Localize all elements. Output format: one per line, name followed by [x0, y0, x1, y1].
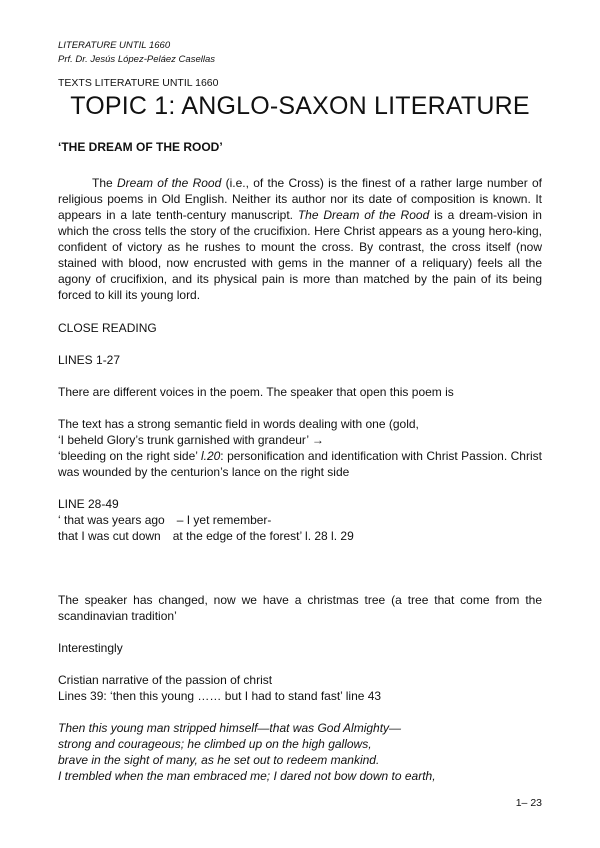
intro-paragraph: The Dream of the Rood (i.e., of the Cross) is the finest of a rather large number of religious poems in Old English. Neither its author nor its date of composition is known. It appears in a late tenth-century manuscript. The Dream of the Rood is a dream-vision in which the cross tells the story of the crucifixion. Here Christ appears as a young hero-king, confident of victory as he rushes to mount the cross. By contrast, the cross itself (now stained with blood, now encrusted with gems in the manner of a reliquary) feels all the agony of crucifixion, and its physical pain is more than matched by the pain of its being forced to kill its young lord. — [58, 176, 543, 302]
subtitle: ‘THE DREAM OF THE ROOD’ — [58, 140, 223, 154]
poem-line: brave in the sight of many, as he set out to redeem mankind. — [58, 753, 380, 767]
cristian-narrative-text: Cristian narrative of the passion of christ — [58, 673, 273, 687]
section-label: TEXTS LITERATURE UNTIL 1660 — [58, 77, 219, 89]
semantic-line-2: ‘I beheld Glory’s trunk garnished with grandeur’ → — [58, 433, 324, 447]
close-reading-heading: CLOSE READING — [58, 321, 157, 335]
interestingly-text: Interestingly — [58, 641, 123, 655]
lines-39-text: Lines 39: ‘then this young …… but I had to stand fast’ line 43 — [58, 689, 382, 703]
poem-line: Then this young man stripped himself—that was God Almighty— — [58, 721, 402, 735]
poem-line: I trembled when the man embraced me; I dared not bow down to earth, — [58, 769, 436, 783]
semantic-line-1: The text has a strong semantic field in words dealing with one (gold, — [58, 417, 419, 431]
header-course: LITERATURE UNTIL 1660 — [58, 40, 171, 51]
header-author: Prf. Dr. Jesús López-Peláez Casellas — [58, 54, 215, 65]
semantic-paragraph: ‘bleeding on the right side’ l.20: personification and identification with Christ Passion. Christ was wounded by the centurion’s lance on the right side — [58, 449, 542, 479]
poem-line: strong and courageous; he climbed up on the high gallows, — [58, 737, 372, 751]
line-28-49-heading: LINE 28-49 — [58, 497, 119, 511]
page-title: TOPIC 1: ANGLO-SAXON LITERATURE — [70, 92, 530, 120]
speaker-changed-paragraph: The speaker has changed, now we have a christmas tree (a tree that come from the scandinavian tradition’ — [58, 593, 542, 623]
page-number: 1– 23 — [515, 797, 542, 809]
lines-1-27-heading: LINES 1-27 — [58, 353, 121, 367]
quote-line-1: ‘ that was years ago – I yet remember- — [58, 513, 272, 527]
voices-text: There are different voices in the poem. The speaker that open this poem is — [58, 385, 454, 399]
quote-line-2: that I was cut down at the edge of the forest’ l. 28 l. 29 — [58, 529, 354, 543]
